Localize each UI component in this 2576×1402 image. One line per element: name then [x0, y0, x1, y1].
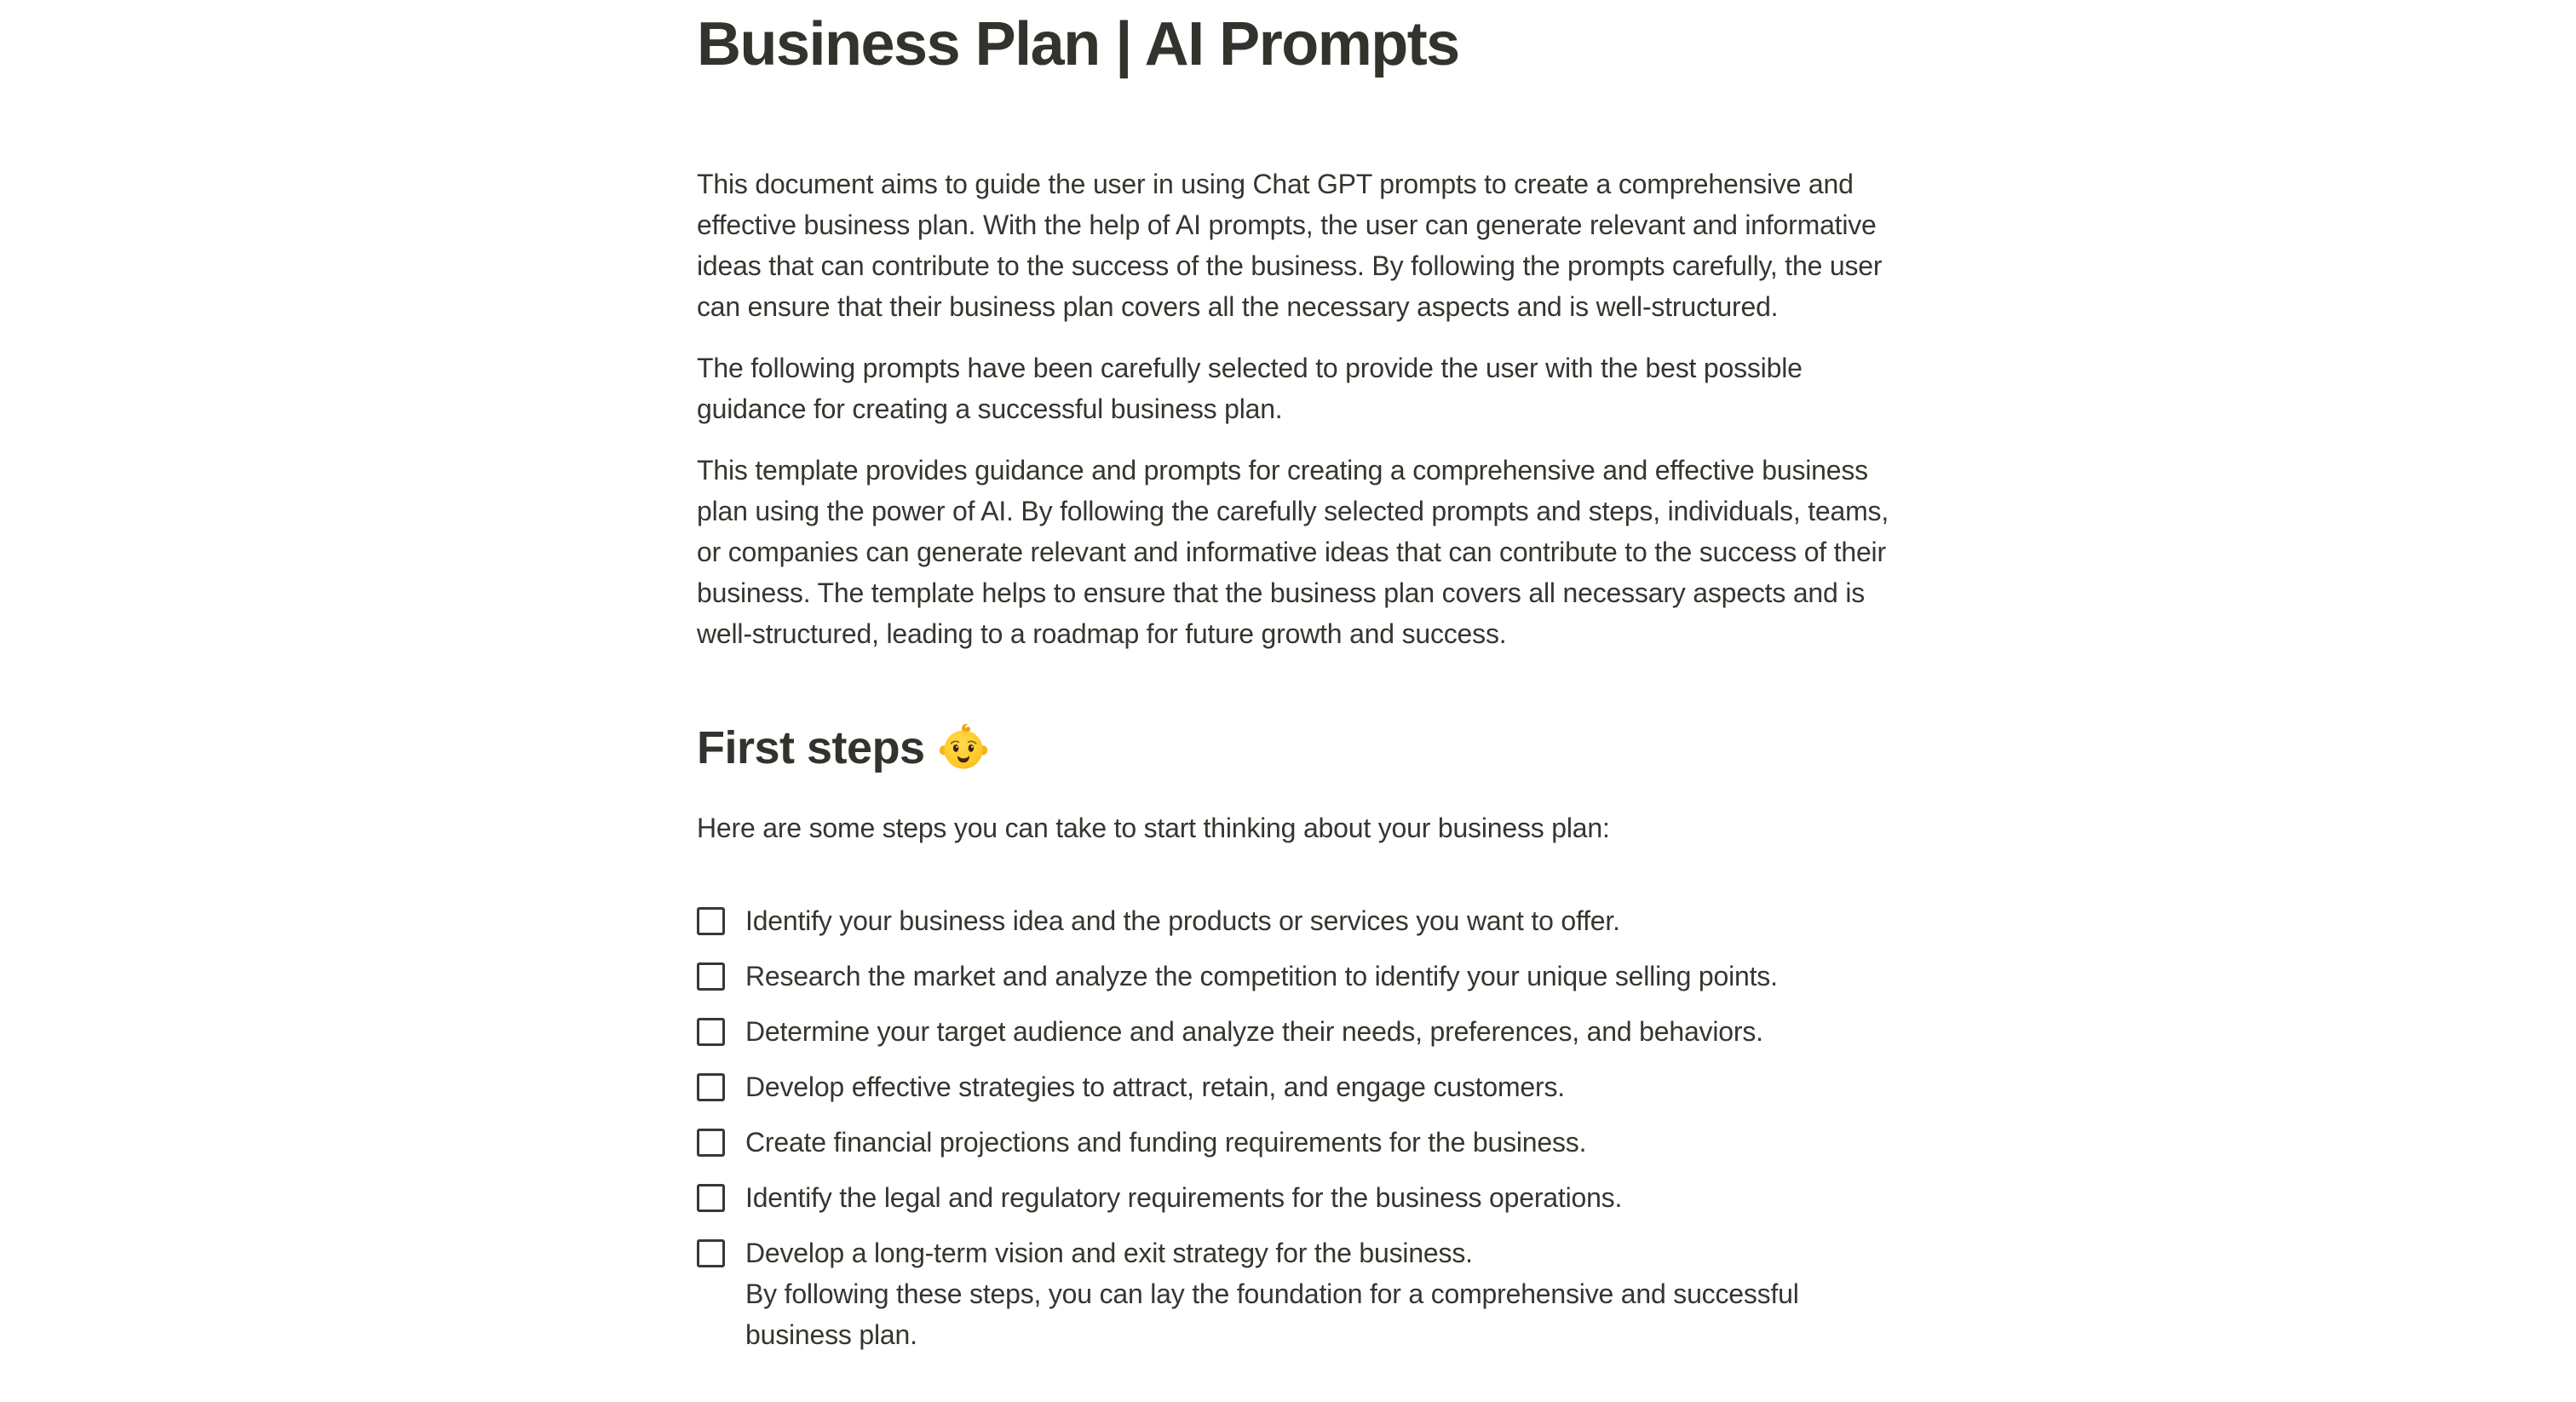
todo-checkbox[interactable] — [697, 1073, 725, 1101]
intro-paragraph-1: This document aims to guide the user in using Chat GPT prompts to create a comprehensive and effective business plan. With the help of AI prompts, the user can generate relevant and informative ideas that can contribute to the success of the business. By following the prompts carefully, the user can ensure that their business plan covers all the necessary aspects and is well-structured. — [697, 169, 1883, 322]
todo-checkbox[interactable] — [697, 962, 725, 991]
todo-label: Identify the legal and regulatory requirements for the business operations. — [745, 1182, 1623, 1213]
todo-label: Develop a long-term vision and exit strategy for the business. — [745, 1238, 1473, 1268]
todo-label: Develop effective strategies to attract, retain, and engage customers. — [745, 1072, 1565, 1102]
todo-item — [697, 1122, 1910, 1163]
todo-footnote: By following these steps, you can lay the foundation for a comprehensive and successful business plan. — [745, 1278, 1799, 1350]
section-heading-text: First steps — [697, 722, 925, 773]
intro-paragraph-3: This template provides guidance and prompts for creating a comprehensive and effective business plan using the power of AI. By following the carefully selected prompts and steps, individuals, teams, or companies can generate relevant and informative ideas that can contribute to the success of their business. The template helps to ensure that the business plan covers all necessary aspects and is well-structured, leading to a roadmap for future growth and success. — [697, 455, 1889, 649]
empty-block — [697, 869, 1910, 900]
todo-item — [697, 1177, 1910, 1218]
todo-item — [697, 1066, 1910, 1107]
todo-label: Identify your business idea and the products or services you want to offer. — [745, 905, 1620, 936]
todo-label: Create financial projections and funding requirements for the business. — [745, 1127, 1587, 1158]
todo-checkbox[interactable] — [697, 1018, 725, 1046]
todo-item — [697, 1011, 1910, 1052]
page-title: Business Plan | AI Prompts — [697, 10, 1459, 78]
todo-item — [697, 900, 1910, 941]
section-lead: Here are some steps you can take to start thinking about your business plan: — [697, 813, 1610, 843]
todo-item — [697, 1232, 1910, 1355]
todo-checkbox[interactable] — [697, 907, 725, 935]
baby-emoji-icon — [939, 721, 988, 771]
todo-item — [697, 956, 1910, 997]
todo-label: Determine your target audience and analyze their needs, preferences, and behaviors. — [745, 1016, 1763, 1047]
todo-checkbox[interactable] — [697, 1239, 725, 1267]
todo-checkbox[interactable] — [697, 1184, 725, 1212]
intro-paragraph-2: The following prompts have been carefully selected to provide the user with the best possible guidance for creating a successful business plan. — [697, 353, 1803, 424]
todo-label: Research the market and analyze the competition to identify your unique selling points. — [745, 961, 1778, 991]
section-heading-first-steps — [697, 719, 1910, 777]
document-page — [697, 0, 1910, 1355]
todo-checkbox[interactable] — [697, 1129, 725, 1157]
